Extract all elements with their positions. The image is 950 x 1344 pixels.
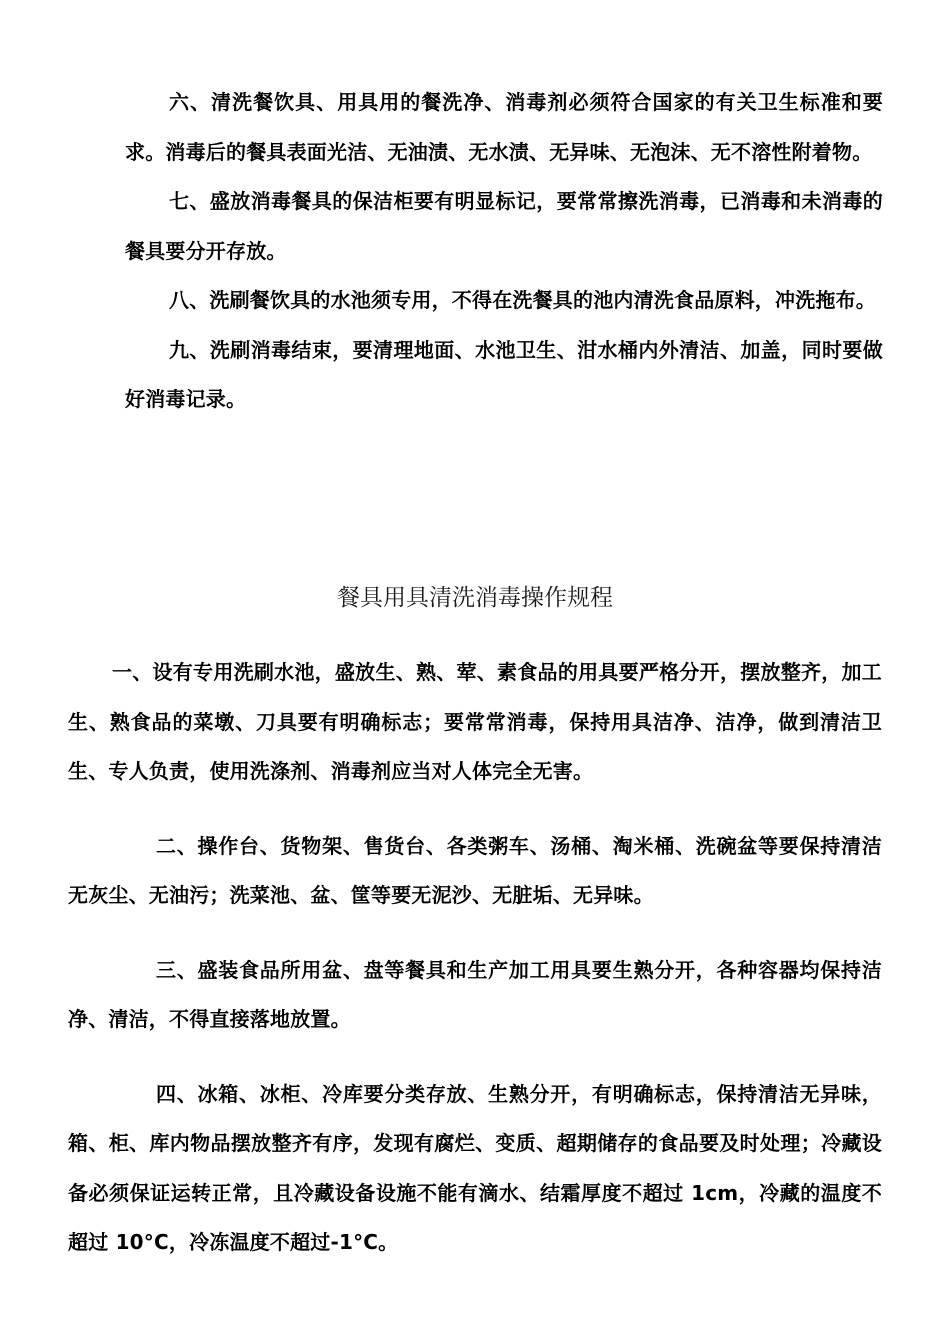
section-title: 餐具用具清洗消毒操作规程 (337, 585, 613, 611)
paragraph-rule-9: 九、洗刷消毒结束，要清理地面、水池卫生、泔水桶内外清洁、加盖，同时要做好消毒记录。 (125, 337, 883, 411)
paragraph-procedure-4: 四、冰箱、冰柜、冷库要分类存放、生熟分开，有明确标志，保持清洁无异味，箱、柜、库内物品摆放整齐有序，发现有腐烂、变质、超期储存的食品要及时处理；冷藏设备必须保证运转正常，且冷藏设备设施不能有滴水、结霜厚度不超过 1cm，冷藏的温度不超过 10°C，冷冻温度不超过-1°C。 (68, 1081, 882, 1254)
paragraph-procedure-3: 三、盛装食品所用盆、盘等餐具和生产加工用具要生熟分开，各种容器均保持洁净、清洁，不得直接落地放置。 (68, 957, 882, 1031)
paragraph-procedure-1: 一、设有专用洗刷水池，盛放生、熟、荤、素食品的用具要严格分开，摆放整齐，加工生、熟食品的菜墩、刀具要有明确标志；要常常消毒，保持用具洁净、洁净，做到清洁卫生、专人负责，使用洗涤剂、消毒剂应当对人体完全无害。 (68, 660, 882, 783)
paragraph-rule-8: 八、洗刷餐饮具的水池须专用，不得在洗餐具的池内清洗食品原料，冲洗拖布。 (169, 288, 876, 312)
paragraph-procedure-2: 二、操作台、货物架、售货台、各类粥车、汤桶、淘米桶、洗碗盆等要保持清洁无灰尘、无油污；洗菜池、盆、筐等要无泥沙、无脏垢、无异味。 (68, 833, 882, 907)
section-continued-rules (125, 78, 883, 425)
section-cleaning-procedure (68, 648, 882, 1268)
paragraph-rule-7: 七、盛放消毒餐具的保洁柜要有明显标记，要常常擦洗消毒，已消毒和未消毒的餐具要分开存放。 (125, 189, 883, 263)
paragraph-rule-6: 六、清洗餐饮具、用具用的餐洗净、消毒剂必须符合国家的有关卫生标准和要求。消毒后的餐具表面光洁、无油渍、无水渍、无异味、无泡沫、无不溶性附着物。 (125, 90, 883, 164)
